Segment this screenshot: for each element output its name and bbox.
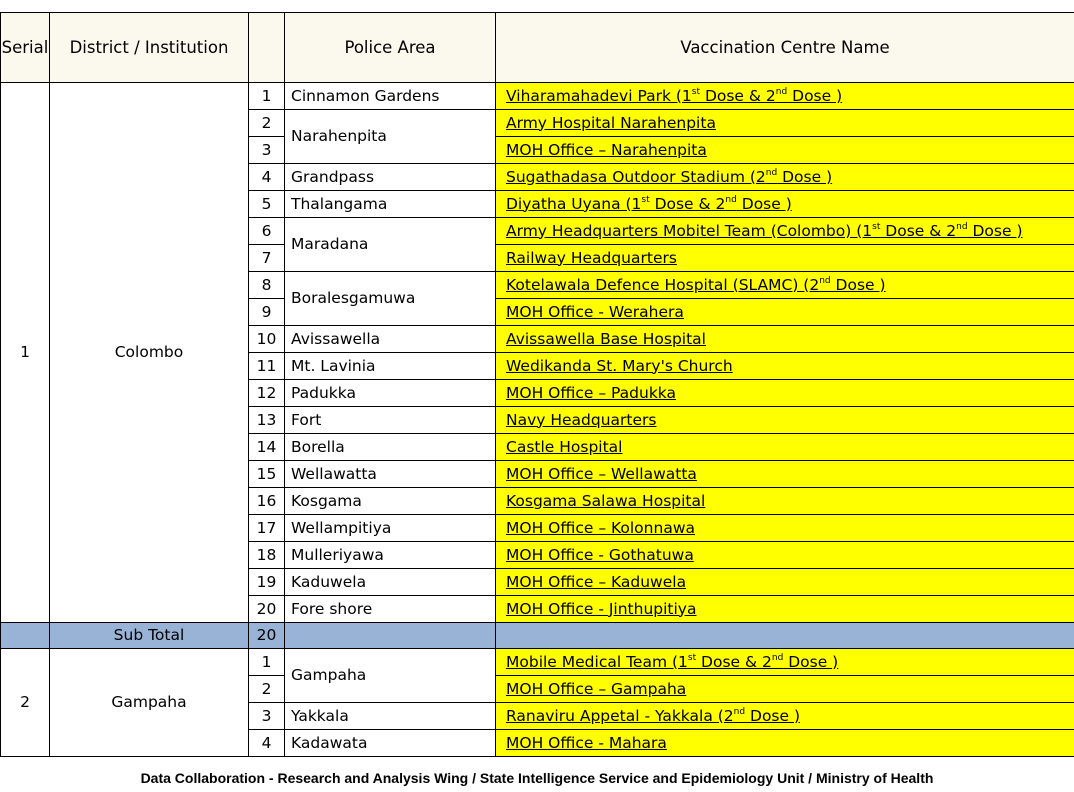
superscript-text: st bbox=[641, 194, 650, 205]
centre-text: Dose & 2 bbox=[649, 194, 726, 213]
table-row bbox=[1, 83, 1074, 110]
vaccination-centre-cell bbox=[496, 110, 1074, 137]
vaccination-centre-cell bbox=[496, 299, 1074, 326]
police-area-cell: Kaduwela bbox=[285, 569, 496, 596]
superscript-text: nd bbox=[771, 652, 784, 663]
centre-text: MOH Office - Mahara bbox=[506, 733, 667, 752]
police-area-cell: Boralesgamuwa bbox=[285, 272, 496, 326]
footer-credit: Data Collaboration - Research and Analysis Wing / State Intelligence Service and Epidemiology Unit / Ministry of Health bbox=[140, 770, 934, 786]
centre-text: Railway Headquarters bbox=[506, 248, 677, 267]
centre-text: MOH Office – Kolonnawa bbox=[506, 518, 695, 537]
vaccination-centre-cell bbox=[496, 83, 1074, 110]
row-number-cell: 4 bbox=[249, 730, 285, 757]
superscript-text: nd bbox=[733, 706, 746, 717]
centre-text: Sugathadasa Outdoor Stadium (2 bbox=[506, 167, 766, 186]
vaccination-centre-cell bbox=[496, 137, 1074, 164]
header-police-area: Police Area bbox=[285, 13, 496, 83]
header-vaccination-centre: Vaccination Centre Name bbox=[496, 13, 1074, 83]
subtotal-empty-serial bbox=[1, 623, 50, 649]
centre-text: Kotelawala Defence Hospital (SLAMC) (2 bbox=[506, 275, 820, 294]
police-area-cell: Maradana bbox=[285, 218, 496, 272]
centre-text: Mobile Medical Team (1 bbox=[506, 652, 688, 671]
police-area-cell: Gampaha bbox=[285, 649, 496, 703]
centre-text: Wedikanda St. Mary's Church bbox=[506, 356, 733, 375]
centre-text: Ranaviru Appetal - Yakkala (2 bbox=[506, 706, 734, 725]
police-area-cell: Kadawata bbox=[285, 730, 496, 757]
superscript-text: nd bbox=[775, 86, 788, 97]
vaccination-centre-cell bbox=[496, 569, 1074, 596]
row-number-cell: 11 bbox=[249, 353, 285, 380]
header-serial: Serial bbox=[1, 13, 50, 83]
centre-text: MOH Office - Werahera bbox=[506, 302, 684, 321]
centre-text: MOH Office - Gothatuwa bbox=[506, 545, 694, 564]
centre-text: Dose ) bbox=[745, 706, 801, 725]
header-row bbox=[1, 13, 1074, 83]
table-row bbox=[1, 649, 1074, 676]
vaccination-centre-cell bbox=[496, 461, 1074, 488]
centre-text: Castle Hospital bbox=[506, 437, 623, 456]
police-area-cell: Fore shore bbox=[285, 596, 496, 623]
centre-text: Dose & 2 bbox=[880, 221, 957, 240]
vaccination-centre-cell bbox=[496, 488, 1074, 515]
row-number-cell: 1 bbox=[249, 83, 285, 110]
centre-text: MOH Office – Kaduwela bbox=[506, 572, 687, 591]
row-number-cell: 14 bbox=[249, 434, 285, 461]
superscript-text: st bbox=[872, 221, 881, 232]
row-number-cell: 20 bbox=[249, 596, 285, 623]
row-number-cell: 12 bbox=[249, 380, 285, 407]
centre-text: Kosgama Salawa Hospital bbox=[506, 491, 706, 510]
row-number-cell: 18 bbox=[249, 542, 285, 569]
centre-text: Avissawella Base Hospital bbox=[506, 329, 706, 348]
police-area-cell: Borella bbox=[285, 434, 496, 461]
vaccination-centre-cell bbox=[496, 703, 1074, 730]
subtotal-empty-police bbox=[285, 623, 496, 649]
serial-cell: 1 bbox=[1, 83, 50, 623]
vaccination-centre-cell bbox=[496, 272, 1074, 299]
centre-text: Dose ) bbox=[830, 275, 886, 294]
superscript-text: nd bbox=[819, 275, 831, 286]
row-number-cell: 8 bbox=[249, 272, 285, 299]
serial-cell: 2 bbox=[1, 649, 50, 757]
centre-text: Viharamahadevi Park (1 bbox=[506, 86, 692, 105]
centre-text: Dose & 2 bbox=[700, 86, 776, 105]
police-area-cell: Yakkala bbox=[285, 703, 496, 730]
superscript-text: nd bbox=[765, 167, 778, 178]
superscript-text: st bbox=[687, 652, 697, 663]
centre-text: MOH Office – Padukka bbox=[506, 383, 676, 402]
police-area-cell: Wellampitiya bbox=[285, 515, 496, 542]
superscript-text: nd bbox=[725, 194, 737, 205]
vaccination-centre-cell bbox=[496, 245, 1074, 272]
vaccination-centre-cell bbox=[496, 407, 1074, 434]
vaccination-centre-cell bbox=[496, 649, 1074, 676]
police-area-cell: Narahenpita bbox=[285, 110, 496, 164]
centre-text: Army Hospital Narahenpita bbox=[506, 113, 716, 132]
superscript-text: nd bbox=[956, 221, 968, 232]
centre-text: Dose ) bbox=[777, 167, 833, 186]
row-number-cell: 15 bbox=[249, 461, 285, 488]
centre-text: Dose & 2 bbox=[696, 652, 772, 671]
centre-text: Army Headquarters Mobitel Team (Colombo) (1 bbox=[506, 221, 873, 240]
centre-text: MOH Office – Gampaha bbox=[506, 679, 687, 698]
subtotal-label: Sub Total bbox=[50, 623, 249, 649]
police-area-cell: Cinnamon Gardens bbox=[285, 83, 496, 110]
row-number-cell: 7 bbox=[249, 245, 285, 272]
row-number-cell: 9 bbox=[249, 299, 285, 326]
centre-text: Diyatha Uyana (1 bbox=[506, 194, 642, 213]
centre-text: MOH Office - Jinthupitiya bbox=[506, 599, 697, 618]
police-area-cell: Wellawatta bbox=[285, 461, 496, 488]
subtotal-row bbox=[1, 623, 1074, 649]
header-number bbox=[249, 13, 285, 83]
vaccination-centre-cell bbox=[496, 542, 1074, 569]
vaccination-centre-cell bbox=[496, 676, 1074, 703]
row-number-cell: 2 bbox=[249, 676, 285, 703]
row-number-cell: 5 bbox=[249, 191, 285, 218]
vaccination-centre-cell bbox=[496, 164, 1074, 191]
row-number-cell: 19 bbox=[249, 569, 285, 596]
row-number-cell: 13 bbox=[249, 407, 285, 434]
vaccination-centre-cell bbox=[496, 326, 1074, 353]
vaccination-centre-cell bbox=[496, 515, 1074, 542]
row-number-cell: 4 bbox=[249, 164, 285, 191]
row-number-cell: 6 bbox=[249, 218, 285, 245]
vaccination-centre-cell bbox=[496, 596, 1074, 623]
subtotal-empty-centre bbox=[496, 623, 1074, 649]
police-area-cell: Mt. Lavinia bbox=[285, 353, 496, 380]
centre-text: MOH Office – Wellawatta bbox=[506, 464, 697, 483]
row-number-cell: 3 bbox=[249, 703, 285, 730]
superscript-text: st bbox=[691, 86, 701, 97]
police-area-cell: Kosgama bbox=[285, 488, 496, 515]
row-number-cell: 3 bbox=[249, 137, 285, 164]
centre-text: Dose ) bbox=[783, 652, 839, 671]
police-area-cell: Padukka bbox=[285, 380, 496, 407]
header-district: District / Institution bbox=[50, 13, 249, 83]
subtotal-value: 20 bbox=[249, 623, 285, 649]
vaccination-centre-cell bbox=[496, 380, 1074, 407]
table-body bbox=[1, 83, 1074, 757]
row-number-cell: 16 bbox=[249, 488, 285, 515]
police-area-cell: Avissawella bbox=[285, 326, 496, 353]
district-cell: Gampaha bbox=[50, 649, 249, 757]
vaccination-centre-cell bbox=[496, 730, 1074, 757]
vaccination-centre-cell bbox=[496, 218, 1074, 245]
district-cell: Colombo bbox=[50, 83, 249, 623]
vaccination-centre-cell bbox=[496, 353, 1074, 380]
vaccination-centre-table bbox=[0, 12, 1074, 757]
vaccination-centre-cell bbox=[496, 434, 1074, 461]
row-number-cell: 17 bbox=[249, 515, 285, 542]
police-area-cell: Mulleriyawa bbox=[285, 542, 496, 569]
row-number-cell: 2 bbox=[249, 110, 285, 137]
vaccination-centre-cell bbox=[496, 191, 1074, 218]
row-number-cell: 1 bbox=[249, 649, 285, 676]
police-area-cell: Grandpass bbox=[285, 164, 496, 191]
police-area-cell: Fort bbox=[285, 407, 496, 434]
centre-text: Dose ) bbox=[736, 194, 792, 213]
row-number-cell: 10 bbox=[249, 326, 285, 353]
centre-text: MOH Office – Narahenpita bbox=[506, 140, 707, 159]
police-area-cell: Thalangama bbox=[285, 191, 496, 218]
centre-text: Navy Headquarters bbox=[506, 410, 657, 429]
centre-text: Dose ) bbox=[967, 221, 1023, 240]
centre-text: Dose ) bbox=[787, 86, 843, 105]
